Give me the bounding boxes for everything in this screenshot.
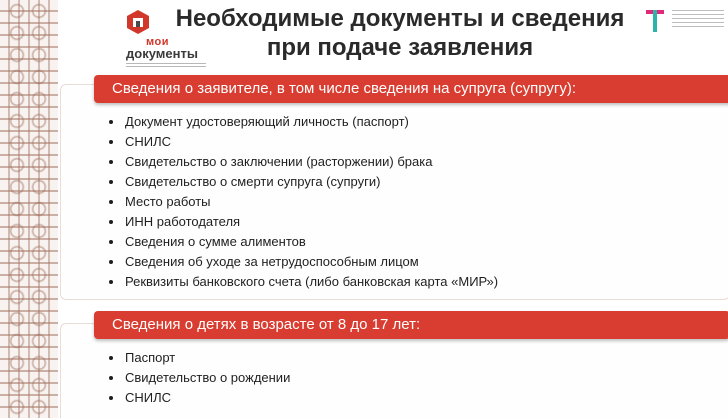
ornament-pattern	[6, 0, 50, 418]
list-item-text: Документ удостоверяющий личность (паспорт)	[125, 114, 409, 129]
moi-dokumenty-logo-icon	[126, 9, 150, 35]
list-item	[106, 388, 290, 408]
section-children-header: Сведения о детях в возрасте от 8 до 17 лет:	[94, 311, 728, 339]
list-item-text: Свидетельство о рождении	[125, 370, 291, 385]
logo-tagline-lines	[126, 63, 206, 73]
bullet-icon	[109, 120, 113, 124]
list-item-text: СНИЛС	[125, 390, 172, 405]
list-item-text: Место работы	[125, 194, 211, 209]
list-item	[106, 212, 498, 232]
list-item	[106, 272, 498, 292]
list-item	[106, 252, 498, 272]
list-item	[106, 368, 290, 388]
list-item	[106, 132, 498, 152]
list-item-text: Сведения об уходе за нетрудоспособным лицом	[125, 254, 419, 269]
list-item-text: ИНН работодателя	[125, 214, 241, 229]
children-documents-list	[106, 348, 290, 408]
section-applicant-header: Сведения о заявителе, в том числе сведения на супруга (супругу):	[94, 75, 728, 103]
page-title	[160, 4, 640, 62]
list-item	[106, 232, 498, 252]
bullet-icon	[109, 160, 113, 164]
list-item	[106, 152, 498, 172]
t-logo-icon	[644, 8, 666, 34]
bullet-icon	[109, 140, 113, 144]
list-item	[106, 112, 498, 132]
title-line-2: при подаче заявления	[266, 34, 534, 61]
logo-word-dokumenty: документы	[126, 46, 198, 61]
list-item-text: Сведения о сумме алиментов	[125, 234, 306, 249]
logo-word-moi: мои	[146, 36, 169, 48]
list-item-text: Паспорт	[125, 350, 176, 365]
bullet-icon	[109, 200, 113, 204]
list-item-text: СНИЛС	[125, 134, 172, 149]
bullet-icon	[109, 376, 113, 380]
list-item-text: Свидетельство о смерти супруга (супруги)	[125, 174, 381, 189]
bullet-icon	[109, 356, 113, 360]
list-item	[106, 172, 498, 192]
list-item-text: Свидетельство о заключении (расторжении) брака	[125, 154, 433, 169]
list-item	[106, 192, 498, 212]
bullet-icon	[109, 180, 113, 184]
list-item	[106, 348, 290, 368]
applicant-documents-list	[106, 112, 498, 292]
bullet-icon	[109, 396, 113, 400]
bullet-icon	[109, 220, 113, 224]
bullet-icon	[109, 280, 113, 284]
bullet-icon	[109, 260, 113, 264]
partner-logo-caption-lines	[672, 10, 724, 36]
decorative-ornament-border	[0, 0, 58, 418]
moi-dokumenty-logo	[64, 6, 198, 76]
list-item-text: Реквизиты банковского счета (либо банковская карта «МИР»)	[125, 274, 499, 289]
bullet-icon	[109, 240, 113, 244]
title-line-1: Необходимые документы и сведения	[175, 5, 625, 32]
